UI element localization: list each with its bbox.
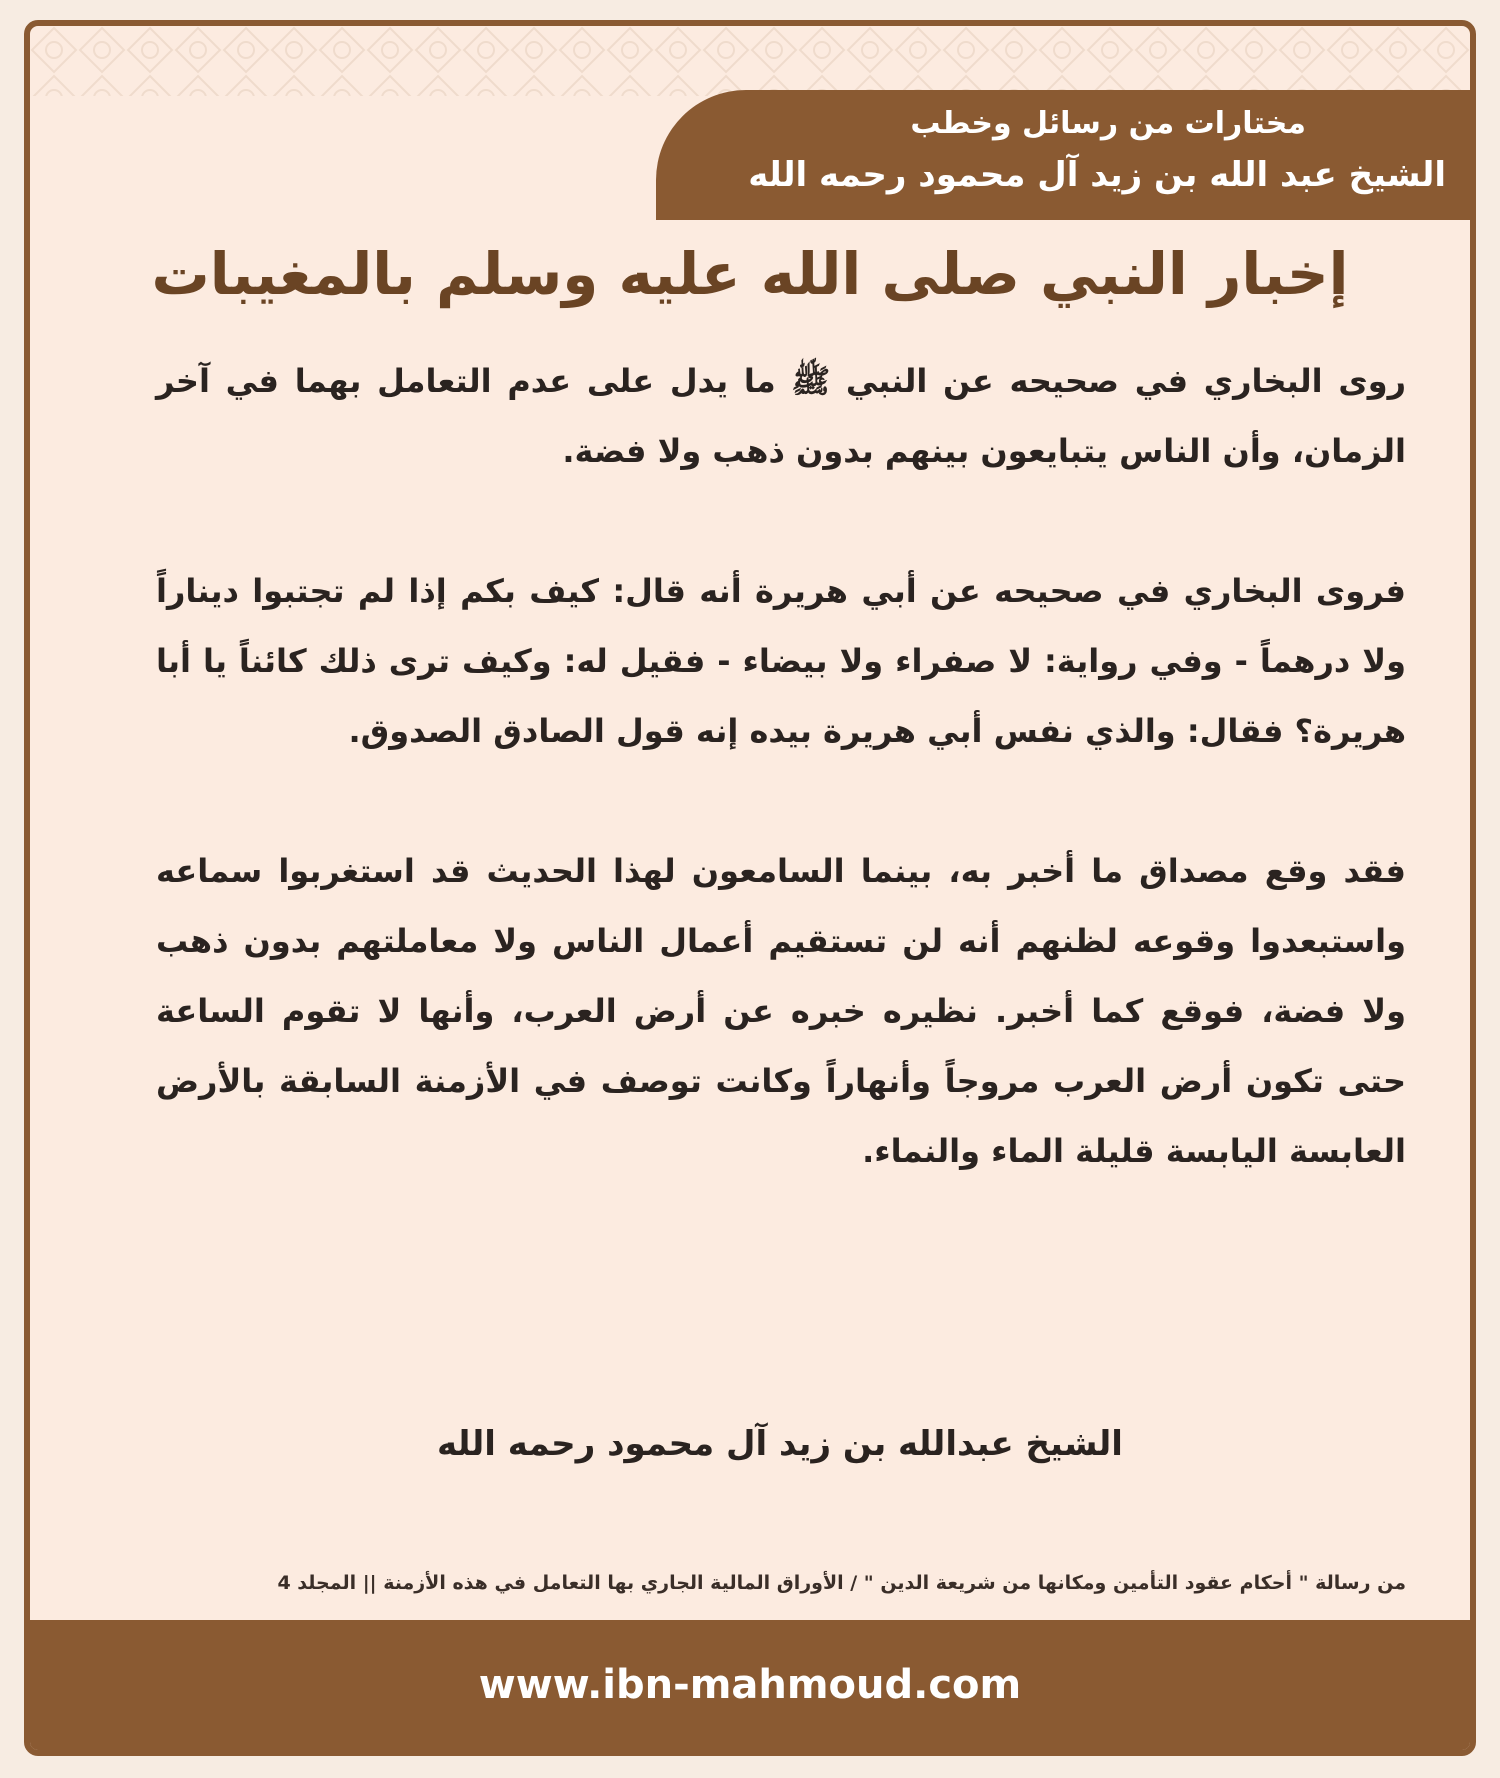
article-title: إخبار النبي صلى الله عليه وسلم بالمغيبات	[151, 240, 1349, 308]
author-header: الشيخ عبد الله بن زيد آل محمود رحمه الله	[748, 155, 1446, 195]
paragraph-2: فروى البخاري في صحيحه عن أبي هريرة أنه قال: كيف بكم إذا لم تجتبوا ديناراً ولا درهماً - وفي رواية: لا صفراء ولا بيضاء - فقيل له: وكيف ترى ذلك كائناً يا أبا هريرة؟ فقال: والذي نفس أبي هريرة بيده إنه قول الصادق الصدوق.	[156, 572, 1406, 750]
decorative-pattern	[30, 26, 1470, 96]
source-citation: من رسالة " أحكام عقود التأمين ومكانها من شريعة الدين " / الأوراق المالية الجاري بها التعامل في هذه الأزمنة || المجلد 4	[277, 1572, 1406, 1594]
paragraph-1: روى البخاري في صحيحه عن النبي ﷺ ما يدل على عدم التعامل بهما في آخر الزمان، وأن الناس يتبايعون بينهم بدون ذهب ولا فضة.	[156, 362, 1406, 470]
article-body	[156, 346, 1406, 1256]
series-title: مختارات من رسائل وخطب	[910, 106, 1306, 141]
website-link[interactable]: www.ibn-mahmoud.com	[478, 1662, 1022, 1708]
footer-banner	[30, 1620, 1470, 1750]
header-banner	[656, 90, 1470, 220]
paragraph-3: فقد وقع مصداق ما أخبر به، بينما السامعون لهذا الحديث قد استغربوا سماعه واستبعدوا وقوعه لظنهم أنه لن تستقيم أعمال الناس ولا معاملتهم بدون ذهب ولا فضة، فوقع كما أخبر. نظيره خبره عن أرض العرب، وأنها لا تقوم الساعة حتى تكون أرض العرب مروجاً وأنهاراً وكانت توصف في الأزمنة السابقة بالأرض العابسة اليابسة قليلة الماء والنماء.	[156, 852, 1406, 1170]
signature: الشيخ عبدالله بن زيد آل محمود رحمه الله	[437, 1424, 1123, 1464]
page-frame	[24, 20, 1476, 1756]
